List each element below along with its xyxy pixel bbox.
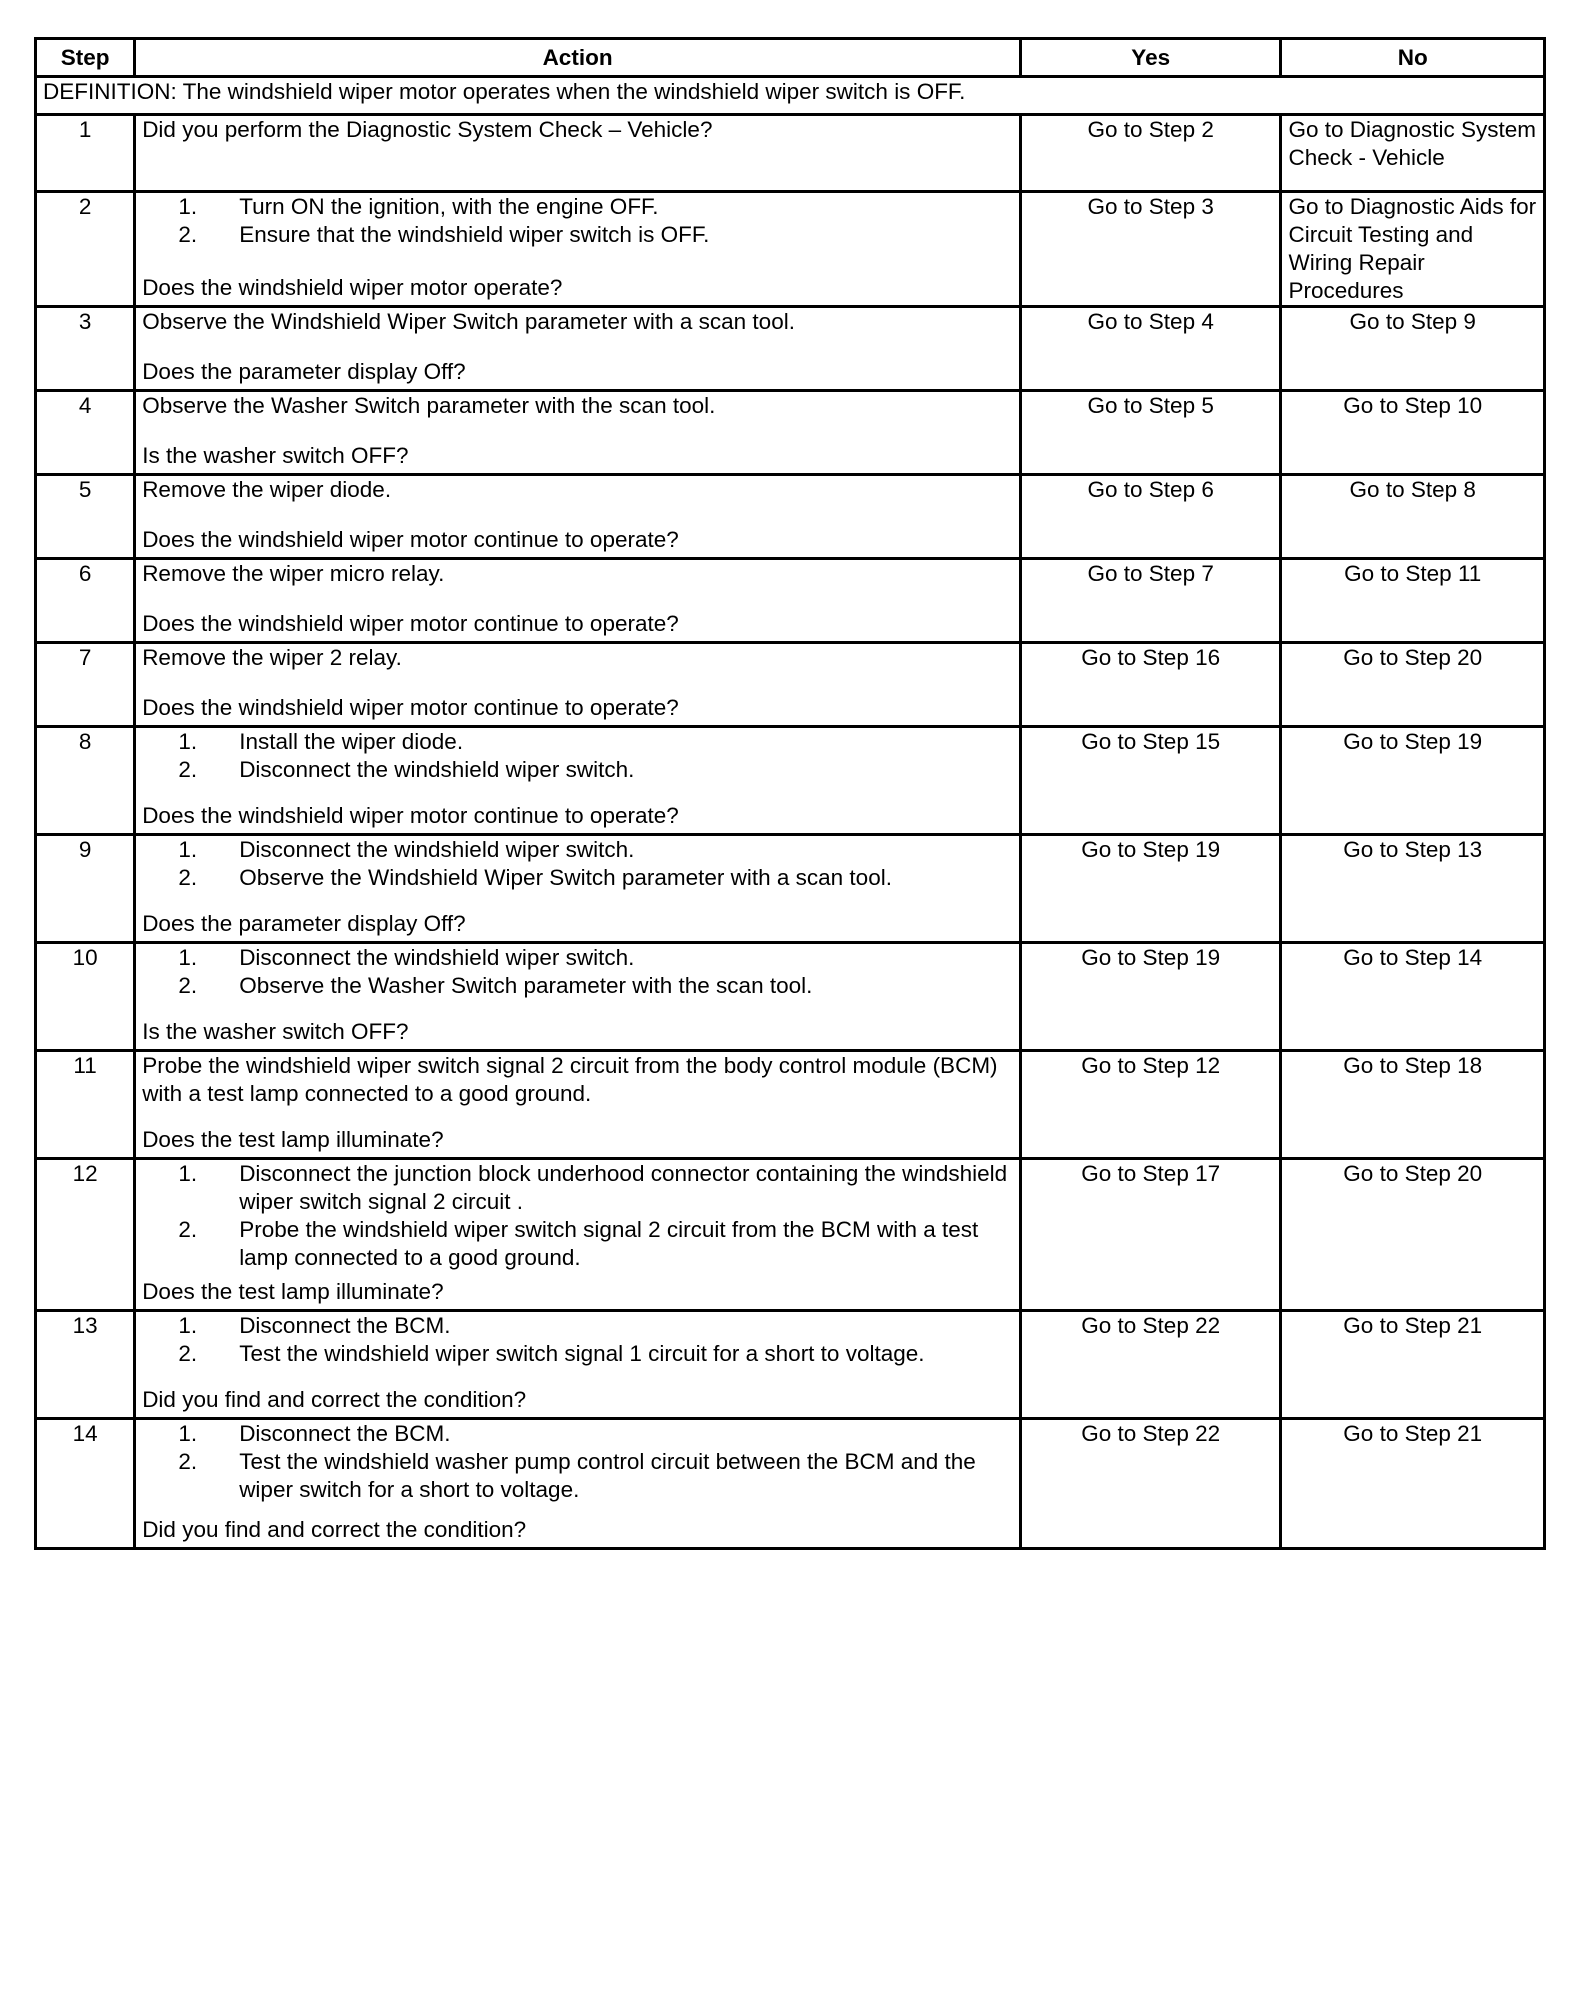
action-question: Is the washer switch OFF? (142, 443, 409, 468)
yes-result: Go to Step 6 (1020, 475, 1281, 559)
step-number: 13 (36, 1311, 135, 1419)
action-step-item (142, 864, 1013, 892)
action-question: Did you find and correct the condition? (142, 1387, 527, 1412)
action-step-item (142, 728, 1013, 756)
header-row (36, 39, 1545, 77)
step-number: 8 (36, 727, 135, 835)
action-question: Does the windshield wiper motor continue to operate? (142, 803, 679, 828)
action-cell (135, 307, 1021, 391)
action-instructions (142, 308, 1013, 336)
yes-result: Go to Step 12 (1020, 1051, 1281, 1159)
action-content (142, 728, 1013, 833)
action-intro: Observe the Windshield Wiper Switch parameter with a scan tool. (142, 309, 795, 334)
yes-result: Go to Step 7 (1020, 559, 1281, 643)
yes-result: Go to Step 22 (1020, 1311, 1281, 1419)
action-steps-list (142, 193, 1013, 249)
action-step-number: 2. (178, 1341, 198, 1366)
action-instructions (142, 476, 1013, 504)
action-question: Does the windshield wiper motor continue to operate? (142, 527, 679, 552)
action-step-text: Test the windshield washer pump control circuit between the BCM and the wiper switch for a short to voltage. (239, 1449, 976, 1502)
action-intro: Remove the wiper diode. (142, 477, 392, 502)
action-instructions (142, 1312, 1013, 1368)
table-row (36, 943, 1545, 1051)
no-result: Go to Step 13 (1281, 835, 1545, 943)
action-step-number: 2. (178, 222, 198, 247)
action-content (142, 836, 1013, 941)
table-row (36, 1419, 1545, 1549)
table-row (36, 475, 1545, 559)
action-question: Does the windshield wiper motor continue to operate? (142, 695, 679, 720)
action-content (142, 476, 1013, 557)
action-step-text: Probe the windshield wiper switch signal 2 circuit from the BCM with a test lamp connected to a good ground. (239, 1217, 979, 1270)
action-step-text: Disconnect the windshield wiper switch. (239, 837, 635, 862)
action-step-number: 1. (178, 729, 198, 754)
action-step-item (142, 1312, 1013, 1340)
step-number: 3 (36, 307, 135, 391)
no-result: Go to Step 11 (1281, 559, 1545, 643)
no-result: Go to Step 21 (1281, 1419, 1545, 1549)
action-question: Did you find and correct the condition? (142, 1517, 527, 1542)
action-step-item (142, 756, 1013, 784)
action-instructions (142, 644, 1013, 672)
table-row (36, 835, 1545, 943)
action-step-item (142, 1448, 1013, 1504)
yes-result: Go to Step 19 (1020, 943, 1281, 1051)
action-question: Does the test lamp illuminate? (142, 1279, 444, 1304)
table-row (36, 643, 1545, 727)
action-step-number: 1. (178, 1161, 198, 1186)
action-intro: Observe the Washer Switch parameter with the scan tool. (142, 393, 716, 418)
no-result: Go to Step 8 (1281, 475, 1545, 559)
table-row (36, 115, 1545, 192)
action-cell (135, 1051, 1021, 1159)
step-number: 11 (36, 1051, 135, 1159)
action-steps-list (142, 728, 1013, 784)
yes-result: Go to Step 5 (1020, 391, 1281, 475)
action-cell (135, 115, 1021, 192)
action-steps-list (142, 836, 1013, 892)
step-number: 1 (36, 115, 135, 192)
yes-result: Go to Step 22 (1020, 1419, 1281, 1549)
step-number: 4 (36, 391, 135, 475)
no-result: Go to Diagnostic System Check - Vehicle (1281, 115, 1545, 192)
yes-result: Go to Step 17 (1020, 1159, 1281, 1311)
step-number: 2 (36, 192, 135, 307)
step-number: 7 (36, 643, 135, 727)
table-row (36, 307, 1545, 391)
yes-result: Go to Step 3 (1020, 192, 1281, 307)
action-step-item (142, 221, 1013, 249)
action-step-item (142, 1340, 1013, 1368)
definition-row (36, 77, 1545, 115)
action-step-text: Test the windshield wiper switch signal 1 circuit for a short to voltage. (239, 1341, 925, 1366)
action-step-text: Disconnect the junction block underhood connector containing the windshield wiper switch signal 2 circuit . (239, 1161, 1008, 1214)
no-result: Go to Step 18 (1281, 1051, 1545, 1159)
step-number: 9 (36, 835, 135, 943)
action-content (142, 1312, 1013, 1417)
table-row (36, 1051, 1545, 1159)
action-step-text: Ensure that the windshield wiper switch is OFF. (239, 222, 710, 247)
step-number: 12 (36, 1159, 135, 1311)
action-instructions (142, 1160, 1013, 1272)
action-steps-list (142, 944, 1013, 1000)
no-result: Go to Diagnostic Aids for Circuit Testing and Wiring Repair Procedures (1281, 192, 1545, 307)
definition-text: DEFINITION: The windshield wiper motor operates when the windshield wiper switch is OFF. (36, 77, 1545, 115)
action-step-number: 2. (178, 757, 198, 782)
action-instructions (142, 560, 1013, 588)
action-instructions (142, 728, 1013, 784)
step-number: 14 (36, 1419, 135, 1549)
action-instructions (142, 193, 1013, 249)
action-question: Does the test lamp illuminate? (142, 1127, 444, 1152)
step-number: 5 (36, 475, 135, 559)
action-cell (135, 559, 1021, 643)
action-content (142, 944, 1013, 1049)
action-step-text: Disconnect the windshield wiper switch. (239, 945, 635, 970)
action-content (142, 1160, 1013, 1309)
action-cell (135, 1311, 1021, 1419)
action-content (142, 116, 1013, 190)
action-content (142, 308, 1013, 389)
action-step-number: 2. (178, 973, 198, 998)
action-step-number: 2. (178, 1449, 198, 1474)
action-step-number: 1. (178, 1421, 198, 1446)
action-step-number: 2. (178, 865, 198, 890)
action-instructions (142, 944, 1013, 1000)
table-row (36, 727, 1545, 835)
action-content (142, 644, 1013, 725)
action-step-text: Observe the Washer Switch parameter with the scan tool. (239, 973, 813, 998)
table-row (36, 1311, 1545, 1419)
action-cell (135, 192, 1021, 307)
action-instructions (142, 392, 1013, 420)
action-cell (135, 643, 1021, 727)
action-cell (135, 391, 1021, 475)
action-question: Is the washer switch OFF? (142, 1019, 409, 1044)
action-intro: Remove the wiper micro relay. (142, 561, 445, 586)
action-step-number: 1. (178, 837, 198, 862)
table-row (36, 1159, 1545, 1311)
yes-result: Go to Step 4 (1020, 307, 1281, 391)
header-yes: Yes (1020, 39, 1281, 77)
action-steps-list (142, 1312, 1013, 1368)
action-step-item (142, 944, 1013, 972)
no-result: Go to Step 21 (1281, 1311, 1545, 1419)
action-step-item (142, 972, 1013, 1000)
action-content (142, 193, 1013, 305)
action-step-item (142, 1160, 1013, 1216)
action-instructions (142, 836, 1013, 892)
action-steps-list (142, 1160, 1013, 1272)
yes-result: Go to Step 2 (1020, 115, 1281, 192)
action-intro: Remove the wiper 2 relay. (142, 645, 402, 670)
action-step-number: 1. (178, 194, 198, 219)
step-number: 6 (36, 559, 135, 643)
action-intro: Probe the windshield wiper switch signal 2 circuit from the body control module (BCM) with a test lamp connected to a good ground. (142, 1053, 998, 1106)
action-step-text: Disconnect the BCM. (239, 1313, 451, 1338)
action-step-text: Disconnect the BCM. (239, 1421, 451, 1446)
no-result: Go to Step 9 (1281, 307, 1545, 391)
action-content (142, 392, 1013, 473)
action-cell (135, 943, 1021, 1051)
action-cell (135, 1159, 1021, 1311)
action-step-item (142, 193, 1013, 221)
action-question: Does the parameter display Off? (142, 911, 466, 936)
action-question: Does the windshield wiper motor continue to operate? (142, 611, 679, 636)
yes-result: Go to Step 19 (1020, 835, 1281, 943)
action-step-number: 1. (178, 1313, 198, 1338)
action-step-text: Install the wiper diode. (239, 729, 464, 754)
yes-result: Go to Step 15 (1020, 727, 1281, 835)
step-number: 10 (36, 943, 135, 1051)
action-step-text: Observe the Windshield Wiper Switch parameter with a scan tool. (239, 865, 892, 890)
no-result: Go to Step 10 (1281, 391, 1545, 475)
no-result: Go to Step 20 (1281, 643, 1545, 727)
action-step-number: 1. (178, 945, 198, 970)
table-row (36, 192, 1545, 307)
action-cell (135, 475, 1021, 559)
yes-result: Go to Step 16 (1020, 643, 1281, 727)
no-result: Go to Step 14 (1281, 943, 1545, 1051)
action-intro: Did you perform the Diagnostic System Check – Vehicle? (142, 117, 713, 142)
action-content (142, 1052, 1013, 1157)
action-question: Does the parameter display Off? (142, 359, 466, 384)
header-action: Action (135, 39, 1021, 77)
header-no: No (1281, 39, 1545, 77)
action-cell (135, 1419, 1021, 1549)
header-step: Step (36, 39, 135, 77)
action-step-text: Turn ON the ignition, with the engine OFF. (239, 194, 659, 219)
action-step-number: 2. (178, 1217, 198, 1242)
action-step-item (142, 1420, 1013, 1448)
action-instructions (142, 1052, 1013, 1108)
diagnostic-table (34, 37, 1546, 1550)
table-row (36, 391, 1545, 475)
action-content (142, 1420, 1013, 1547)
action-steps-list (142, 1420, 1013, 1504)
action-cell (135, 835, 1021, 943)
action-content (142, 560, 1013, 641)
no-result: Go to Step 20 (1281, 1159, 1545, 1311)
table-row (36, 559, 1545, 643)
table-body (36, 77, 1545, 1549)
action-step-item (142, 1216, 1013, 1272)
action-question: Does the windshield wiper motor operate? (142, 275, 563, 300)
action-cell (135, 727, 1021, 835)
action-instructions (142, 1420, 1013, 1504)
action-step-text: Disconnect the windshield wiper switch. (239, 757, 635, 782)
action-step-item (142, 836, 1013, 864)
action-instructions (142, 116, 1013, 144)
no-result: Go to Step 19 (1281, 727, 1545, 835)
